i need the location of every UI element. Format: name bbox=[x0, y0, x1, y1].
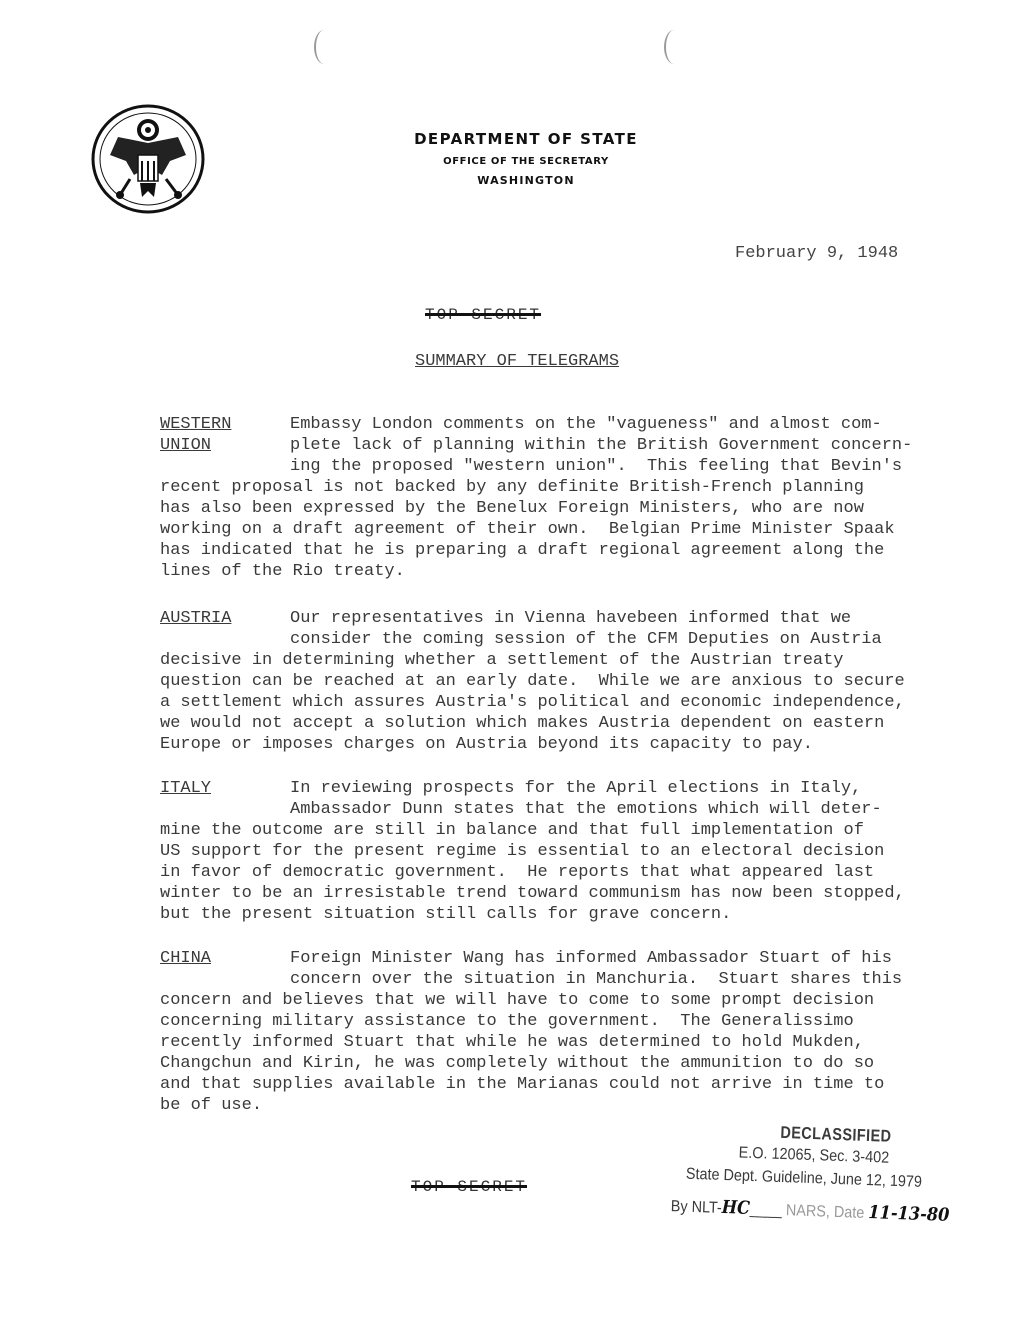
body-line: has indicated that he is preparing a draft regional agreement along the bbox=[160, 541, 885, 560]
body-line: Ambassador Dunn states that the emotions which will deter- bbox=[290, 800, 882, 819]
document-date: February 9, 1948 bbox=[735, 244, 899, 263]
body-line: mine the outcome are still in balance and that full implementation of bbox=[160, 821, 864, 840]
declassification-stamp bbox=[663, 1115, 997, 1256]
great-seal-icon bbox=[90, 103, 206, 215]
body-line: a settlement which assures Austria's political and economic independence, bbox=[160, 693, 905, 712]
punch-hole-mark bbox=[664, 30, 684, 64]
classification-marking-top: TOP SECRET bbox=[425, 306, 542, 324]
body-line: and that supplies available in the Marianas could not arrive in time to bbox=[160, 1075, 885, 1094]
body-line: Europe or imposes charges on Austria beyond its capacity to pay. bbox=[160, 735, 813, 754]
body-line: ing the proposed "western union". This feeling that Bevin's bbox=[290, 457, 903, 476]
stamp-by-prefix: By NLT- bbox=[670, 1198, 723, 1217]
section-label: CHINA bbox=[160, 949, 212, 968]
office-name: OFFICE OF THE SECRETARY bbox=[443, 156, 609, 167]
section-label: AUSTRIA bbox=[160, 609, 232, 628]
section-label-line: UNION bbox=[160, 436, 212, 455]
department-name: DEPARTMENT OF STATE bbox=[414, 130, 638, 148]
body-line: Our representatives in Vienna havebeen informed that we bbox=[290, 609, 852, 628]
body-line: be of use. bbox=[160, 1096, 263, 1115]
punch-hole-mark bbox=[314, 30, 334, 64]
body-line: consider the coming session of the CFM Deputies on Austria bbox=[290, 630, 882, 649]
body-line: concerning military assistance to the government. The Generalissimo bbox=[160, 1012, 854, 1031]
body-line: has also been expressed by the Benelux Foreign Ministers, who are now bbox=[160, 499, 864, 518]
stamp-nars-text: NARS, Date bbox=[785, 1202, 865, 1222]
section-label bbox=[160, 414, 231, 456]
section-western-union bbox=[160, 414, 960, 582]
stamp-guideline: State Dept. Guideline, June 12, 1979 bbox=[685, 1165, 923, 1191]
body-line: in favor of democratic government. He reports that what appeared last bbox=[160, 863, 875, 882]
body-line: working on a draft agreement of their own. Belgian Prime Minister Spaak bbox=[160, 520, 895, 539]
classification-marking-bottom: TOP SECRET bbox=[411, 1178, 528, 1196]
body-line: US support for the present regime is essential to an electoral decision bbox=[160, 842, 885, 861]
stamp-by-line bbox=[670, 1195, 949, 1226]
stamp-title: DECLASSIFIED bbox=[780, 1122, 892, 1146]
section-austria bbox=[160, 608, 960, 755]
body-line: In reviewing prospects for the April elections in Italy, bbox=[290, 779, 862, 798]
body-line: Foreign Minister Wang has informed Ambassador Stuart of his bbox=[290, 949, 892, 968]
stamp-authority: E.O. 12065, Sec. 3-402 bbox=[738, 1144, 890, 1167]
letterhead bbox=[356, 130, 696, 187]
body-line: question can be reached at an early date. While we are anxious to secure bbox=[160, 672, 905, 691]
handwritten-date: 11-13-80 bbox=[867, 1202, 950, 1226]
handwritten-initials: HC bbox=[721, 1196, 751, 1219]
section-china bbox=[160, 948, 960, 1116]
body-line: lines of the Rio treaty. bbox=[160, 562, 405, 581]
section-italy bbox=[160, 778, 960, 925]
body-line: but the present situation still calls for grave concern. bbox=[160, 905, 732, 924]
city-name: WASHINGTON bbox=[477, 174, 575, 187]
body-line: recent proposal is not backed by any definite British-French planning bbox=[160, 478, 864, 497]
section-label-line: WESTERN bbox=[160, 415, 232, 434]
body-line: concern over the situation in Manchuria. Stuart shares this bbox=[290, 970, 903, 989]
body-line: decisive in determining whether a settlement of the Austrian treaty bbox=[160, 651, 844, 670]
body-line: winter to be an irresistable trend toward communism has now been stopped, bbox=[160, 884, 905, 903]
body-line: Changchun and Kirin, he was completely without the ammunition to do so bbox=[160, 1054, 875, 1073]
body-line: concern and believes that we will have to come to some prompt decision bbox=[160, 991, 875, 1010]
summary-title: SUMMARY OF TELEGRAMS bbox=[415, 352, 620, 371]
stamp-rule: ____ bbox=[749, 1200, 787, 1220]
body-line: plete lack of planning within the British Government concern- bbox=[290, 436, 913, 455]
body-line: recently informed Stuart that while he was determined to hold Mukden, bbox=[160, 1033, 864, 1052]
body-line: Embassy London comments on the "vagueness" and almost com- bbox=[290, 415, 882, 434]
section-label: ITALY bbox=[160, 779, 212, 798]
body-line: we would not accept a solution which makes Austria dependent on eastern bbox=[160, 714, 885, 733]
